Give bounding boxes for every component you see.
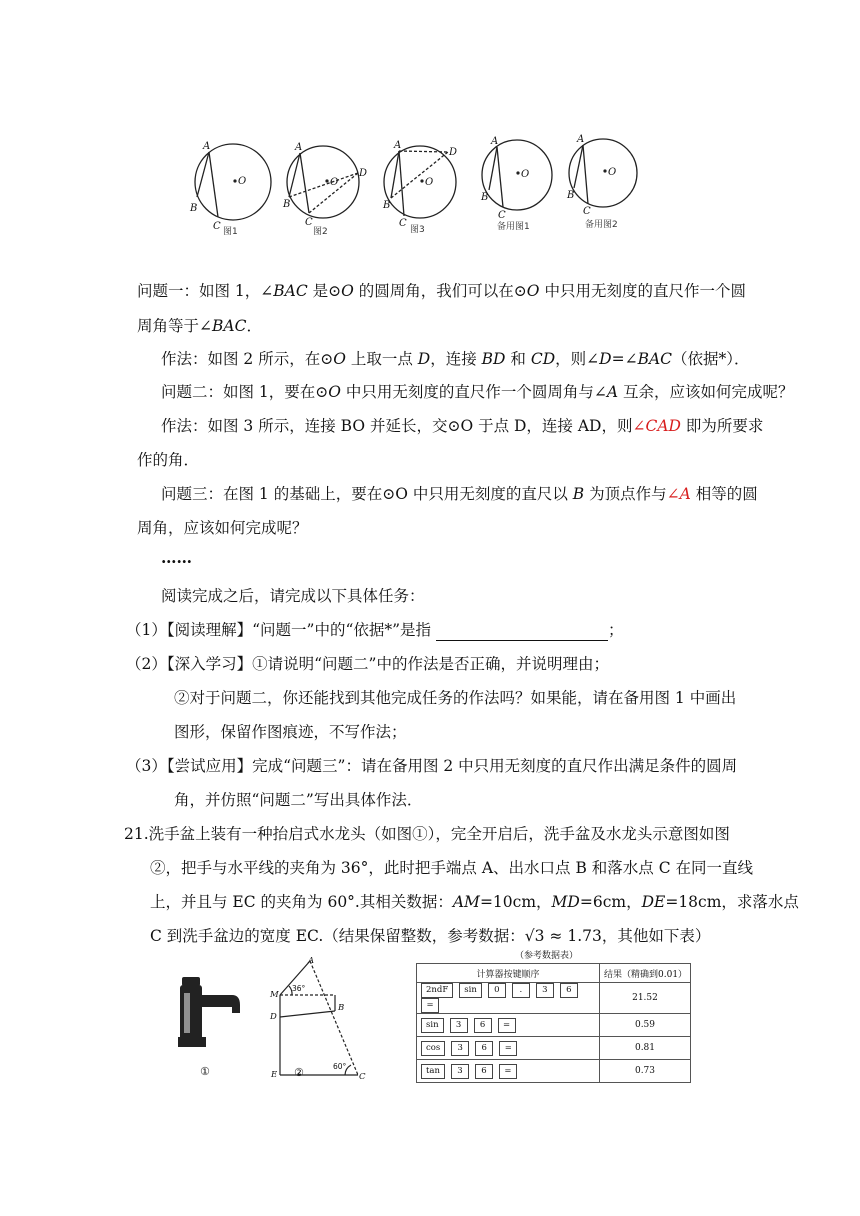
label-a: A <box>577 134 585 145</box>
task-three-b: 角，并仿照“问题二”写出具体作法． <box>174 791 423 809</box>
question-three-line2: 周角，应该如何完成呢？ <box>137 519 308 537</box>
problem-21-d: C 到洗手盆边的宽度 EC.（结果保留整数，参考数据：√3 ≈ 1.73，其他如下表） <box>150 927 711 945</box>
answer-blank[interactable] <box>436 624 608 641</box>
label-c: C <box>305 217 313 228</box>
method-one: 作法：如图 2 所示，在⊙O 上取一点 D，连接 BD 和 CD，则∠D=∠BAC（依据*）． <box>161 350 750 368</box>
svg-text:B: B <box>338 1003 345 1013</box>
caption-fig3: 图3 <box>410 225 425 235</box>
label-a: A <box>491 136 499 147</box>
question-two: 问题二：如图 1，要在⊙O 中只用无刻度的直尺作一个圆周角与∠A 互余，应该如何完成呢？ <box>161 383 794 401</box>
caption-fig1: 图1 <box>223 227 238 237</box>
table-caption: （参考数据表） <box>515 951 579 961</box>
label-d: D <box>449 147 458 158</box>
task-two: （2）【深入学习】①请说明“问题二”中的作法是否正确，并说明理由； <box>126 655 609 673</box>
reference-table <box>416 963 691 1083</box>
label-c: C <box>583 206 591 217</box>
method-two-line2: 作的角． <box>137 451 200 469</box>
label-o: O <box>521 169 530 180</box>
header-keys: 计算器按键顺序 <box>417 964 600 983</box>
question-three: 问题三：在图 1 的基础上，要在⊙O 中只用无刻度的直尺以 B 为顶点作与∠A 相等的圆 <box>161 485 758 503</box>
header-result: 结果（精确到0.01） <box>600 964 691 983</box>
circle-figures <box>185 125 665 240</box>
caption-spare1: 备用图1 <box>497 222 530 232</box>
svg-text:M: M <box>270 990 279 1000</box>
table-row: sin 3 6 = 0.59 <box>417 1014 691 1037</box>
label-b: B <box>567 190 575 201</box>
svg-text:36°: 36° <box>292 984 306 993</box>
problem-21-c: 上，并且与 EC 的夹角为 60°.其相关数据：AM=10cm，MD=6cm，DE=18cm，求落水点 <box>150 893 799 911</box>
faucet-figures <box>170 955 375 1080</box>
label-b: B <box>190 203 198 214</box>
caption-fig2: 图2 <box>313 227 328 237</box>
tasks-intro: 阅读完成之后，请完成以下具体任务： <box>161 587 425 605</box>
label-o: O <box>425 177 434 188</box>
label-c: C <box>213 221 221 232</box>
label-b: B <box>383 200 391 211</box>
ellipsis: …… <box>161 548 192 567</box>
task-three: （3）【尝试应用】完成“问题三”：请在备用图 2 中只用无刻度的直尺作出满足条件的圆周 <box>126 757 738 775</box>
label-o: O <box>608 167 617 178</box>
task-two-c: 图形，保留作图痕迹，不写作法； <box>174 723 407 741</box>
faucet-icon <box>178 977 240 1047</box>
label-c: C <box>498 210 506 221</box>
svg-text:60°: 60° <box>333 1062 347 1071</box>
table-row: cos 3 6 = 0.81 <box>417 1037 691 1060</box>
label-b: B <box>481 192 489 203</box>
task-one: （1）【阅读理解】“问题一”中的“依据*”是指 ； <box>126 621 624 639</box>
label-o: O <box>330 177 339 188</box>
question-one-line2: 周角等于∠BAC． <box>137 317 262 335</box>
label-c: C <box>399 218 407 229</box>
label-d: D <box>359 168 368 179</box>
label-a: A <box>295 142 303 153</box>
svg-text:②: ② <box>294 1066 304 1079</box>
table-row: tan 3 6 = 0.73 <box>417 1060 691 1083</box>
svg-text:C: C <box>359 1072 366 1080</box>
label-b: B <box>283 199 291 210</box>
method-two: 作法：如图 3 所示，连接 BO 并延长，交⊙O 于点 D，连接 AD，则∠CAD 即为所要求 <box>161 417 764 435</box>
question-one: 问题一：如图 1，∠BAC 是⊙O 的圆周角，我们可以在⊙O 中只用无刻度的直尺作一个圆 <box>137 282 746 300</box>
svg-text:E: E <box>271 1070 278 1080</box>
label-a: A <box>203 141 211 152</box>
caption-spare2: 备用图2 <box>585 220 618 230</box>
svg-text:①: ① <box>200 1065 210 1078</box>
label-o: O <box>238 176 247 187</box>
problem-21: 21.洗手盆上装有一种抬启式水龙头（如图①），完全开启后，洗手盆及水龙头示意图如图 <box>124 825 730 843</box>
label-a: A <box>394 140 402 151</box>
task-two-b: ②对于问题二，你还能找到其他完成任务的作法吗？如果能，请在备用图 1 中画出 <box>174 689 737 707</box>
problem-21-b: ②，把手与水平线的夹角为 36°，此时把手端点 A、出水口点 B 和落水点 C 在同一直线 <box>150 859 753 877</box>
svg-text:A: A <box>308 956 315 966</box>
svg-text:D: D <box>270 1012 277 1022</box>
table-row: 2ndF sin 0 . 3 6= 21.52 <box>417 983 691 1014</box>
